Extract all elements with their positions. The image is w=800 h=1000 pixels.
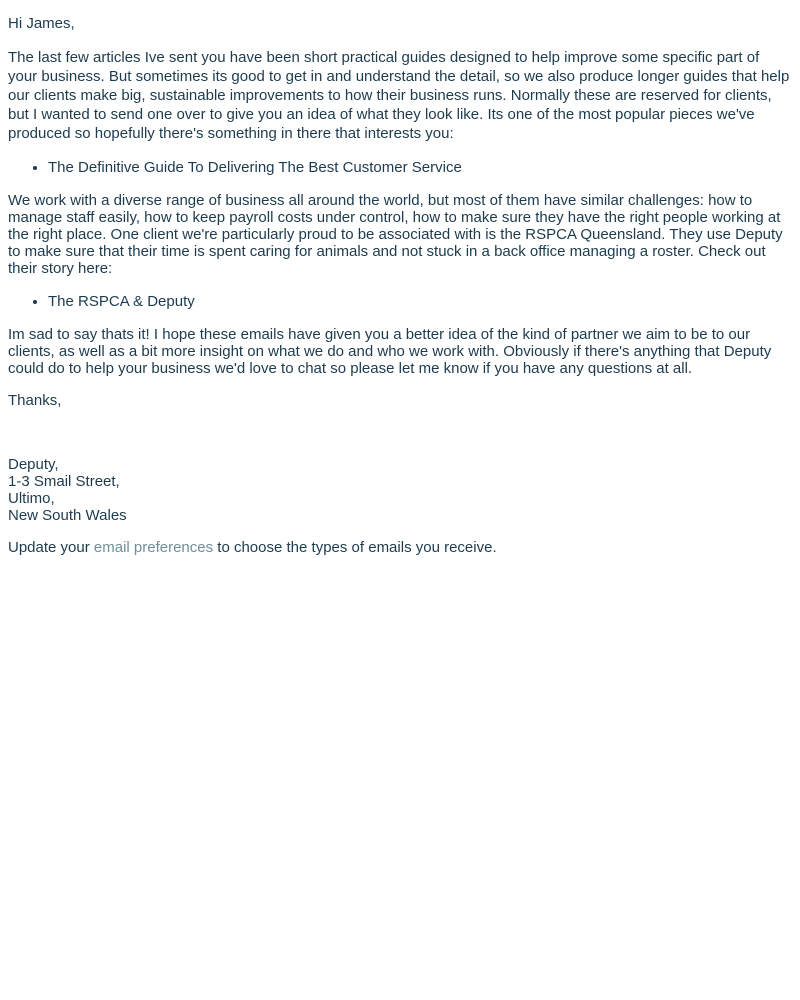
footer-preferences xyxy=(8,539,792,556)
address-state: New South Wales xyxy=(8,507,127,524)
greeting: Hi James, xyxy=(8,15,75,32)
address-street: 1-3 Smail Street, xyxy=(8,473,120,490)
email-preferences-link[interactable]: email preferences xyxy=(93,539,214,556)
list-item xyxy=(48,292,792,311)
guide-link[interactable]: The Definitive Guide To Delivering The Best Customer Service xyxy=(48,159,462,176)
closing-paragraph: Im sad to say thats it! I hope these emails have given you a better idea of the kind of partner we aim to be to our clients, as well as a bit more insight on what we do and who we work with. Obviously if there's anything that Deputy could do to help your business we'd love to chat so please let me know if you have any questions at all. xyxy=(8,326,772,377)
address-company: Deputy, xyxy=(8,456,59,473)
sign-off: Thanks, xyxy=(8,392,62,409)
story-list xyxy=(8,292,792,311)
footer-suffix: to choose the types of emails you receive. xyxy=(213,539,497,556)
address-suburb: Ultimo, xyxy=(8,490,55,507)
list-item xyxy=(48,158,792,177)
guide-list xyxy=(8,158,792,177)
intro-paragraph: The last few articles Ive sent you have been short practical guides designed to help improve some specific part of your business. But sometimes its good to get in and understand the detail, so we also produce longer guides that help our clients make big, sustainable improvements to how their business runs. Normally these are reserved for clients, but I wanted to send one over to give you an idea of what they look like. Its one of the most popular pieces we've produced so hopefully there's something in there that interests you: xyxy=(8,49,790,142)
clients-paragraph: We work with a diverse range of business all around the world, but most of them have similar challenges: how to manage staff easily, how to keep payroll costs under control, how to make sure they have the right people working at the right place. One client we're particularly proud to be associated with is the RSPCA Queensland. They use Deputy to make sure that their time is spent caring for animals and not stuck in a back office managing a roster. Check out their story here: xyxy=(8,192,783,277)
footer-prefix: Update your xyxy=(8,539,94,556)
company-address xyxy=(8,456,792,524)
story-link[interactable]: The RSPCA & Deputy xyxy=(48,293,195,310)
